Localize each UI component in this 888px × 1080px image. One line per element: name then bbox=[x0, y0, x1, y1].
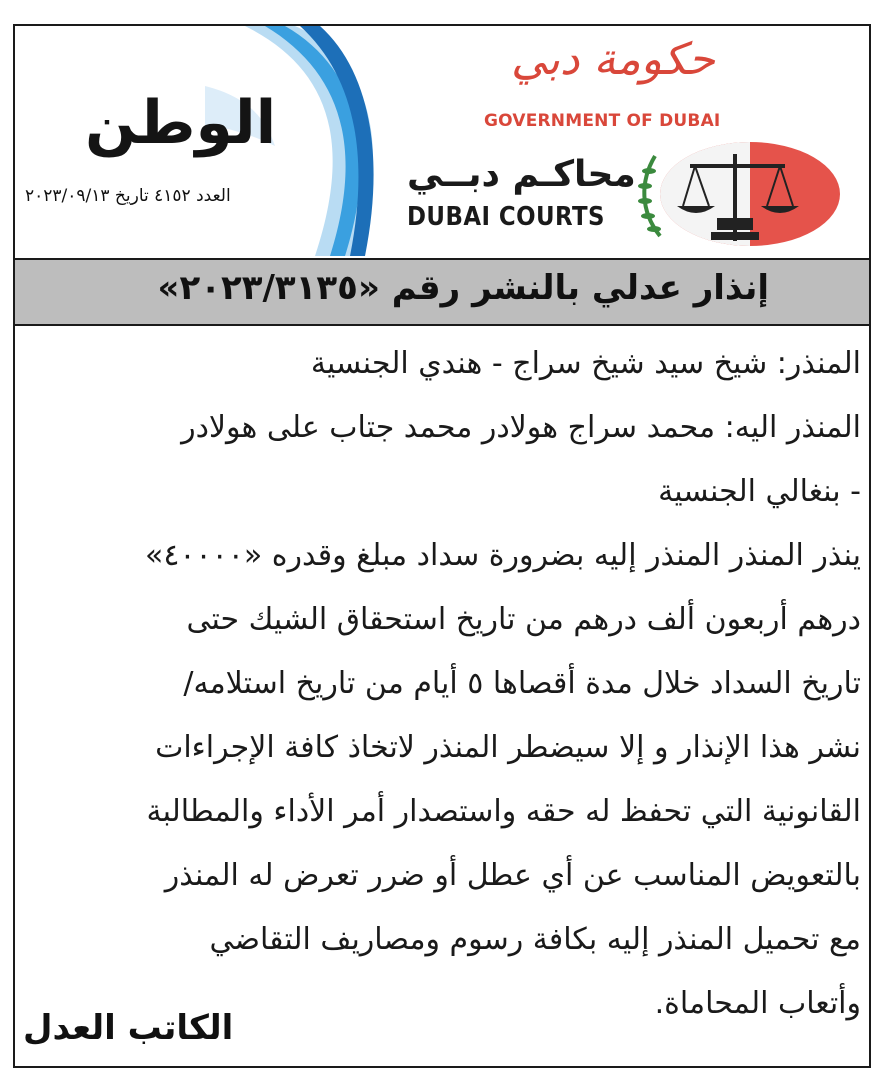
courts-english-name: DUBAI COURTS bbox=[407, 202, 605, 232]
notice-title-bar bbox=[15, 258, 869, 326]
notice-line: بالتعويض المناسب عن أي عطل أو ضرر تعرض له المنذر bbox=[164, 858, 861, 893]
notice-line: درهم أربعون ألف درهم من تاريخ استحقاق الشيك حتى bbox=[186, 602, 861, 637]
notice-line: وأتعاب المحاماة. bbox=[654, 986, 861, 1021]
notice-line: مع تحميل المنذر إليه بكافة رسوم ومصاريف التقاضي bbox=[209, 922, 861, 957]
notice-header bbox=[15, 26, 869, 256]
notice-line: القانونية التي تحفظ له حقه واستصدار أمر الأداء والمطالبة bbox=[146, 794, 861, 829]
newspaper-issue-date: العدد ٤١٥٢ تاريخ ٢٠٢٣/٠٩/١٣ bbox=[25, 186, 231, 206]
courts-arabic-name: محاكـم دبــي bbox=[407, 154, 636, 195]
notice-line: المنذر: شيخ سيد شيخ سراج - هندي الجنسية bbox=[310, 346, 861, 381]
notice-frame bbox=[13, 24, 871, 1068]
notice-title: إنذار عدلي بالنشر رقم «٢٠٢٣/٣١٣٥» bbox=[157, 268, 769, 308]
newspaper-name: الوطن bbox=[85, 88, 277, 158]
notice-line: المنذر اليه: محمد سراج هولادر محمد جتاب على هولادر bbox=[181, 410, 861, 445]
courts-scales-emblem-icon bbox=[635, 136, 845, 256]
notary-signature: الكاتب العدل bbox=[23, 1008, 234, 1048]
newspaper-masthead bbox=[15, 26, 375, 256]
notice-body bbox=[25, 332, 861, 1036]
notice-line: - بنغالي الجنسية bbox=[658, 474, 861, 509]
notice-line: نشر هذا الإنذار و إلا سيضطر المنذر لاتخاذ كافة الإجراءات bbox=[155, 730, 861, 765]
notice-line: تاريخ السداد خلال مدة أقصاها ٥ أيام من تاريخ استلامه/ bbox=[183, 666, 861, 701]
government-english-logo: GOVERNMENT OF DUBAI bbox=[484, 111, 721, 131]
government-arabic-logo: حكومة دبي bbox=[511, 34, 715, 85]
notice-line: ينذر المنذر المنذر إليه بضرورة سداد مبلغ وقدره «٤٠٠٠٠» bbox=[144, 538, 861, 573]
